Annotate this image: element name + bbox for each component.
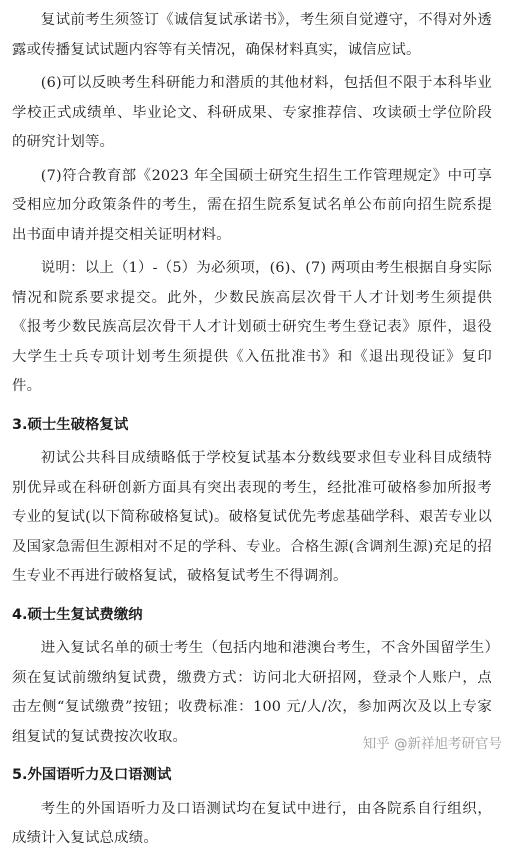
section-body-retest-fee: 进入复试名单的硕士考生（包括内地和港澳台考生，不含外国留学生）须在复试前缴纳复试费，缴费方式：访问北大研招网，登录个人账户，点击左侧“复试缴费”按钮；收费标准：100 元/人/次，参加两次及以上专家组复试的复试费按次收取。 xyxy=(12,640,492,745)
section-heading-retest-fee: 4.硕士生复试费缴纳 xyxy=(12,606,143,623)
paragraph-item-7: (7)符合教育部《2023 年全国硕士研究生招生工作管理规定》中可享受相应加分政策条件的考生，需在招生院系复试名单公布前向招生院系提出书面申请并提交相关证明材料。 xyxy=(12,167,492,243)
paragraph-note: 说明：以上（1）-（5）为必须项，(6)、(7) 两项由考生根据自身实际情况和院系要求提交。此外，少数民族高层次骨干人才计划考生须提供《报考少数民族高层次骨干人才计划硕士研究生考生登记表》原件，退役大学生士兵专项计划考生须提供《入伍批准书》和《退出现役证》复印件。 xyxy=(12,260,492,394)
section-body-language-test: 考生的外国语听力及口语测试均在复试中进行，由各院系自行组织，成绩计入复试总成绩。 xyxy=(12,800,492,846)
paragraph-item-6: (6)可以反映考生科研能力和潜质的其他材料，包括但不限于本科毕业学校正式成绩单、毕业论文、科研成果、专家推荐信、攻读硕士学位阶段的研究计划等。 xyxy=(12,75,492,150)
section-body-exceptional-retest: 初试公共科目成绩略低于学校复试基本分数线要求但专业科目成绩特别优异或在科研创新方面具有突出表现的考生，经批准可破格参加所报考专业的复试(以下简称破格复试)。破格复试优先考虑基础学科、艰苦专业以及国家急需但生源相对不足的学科、专业。合格生源(含调剂生源)充足的招生专业不再进行破格复试，破格复试考生不得调剂。 xyxy=(12,450,492,584)
watermark xyxy=(363,732,502,752)
section-heading-language-test: 5.外国语听力及口语测试 xyxy=(12,767,172,783)
watermark-text: 知乎 @新祥旭考研官号 xyxy=(362,736,502,752)
section-heading-exceptional-retest: 3.硕士生破格复试 xyxy=(12,416,129,433)
paragraph-integrity: 复试前考生须签订《诚信复试承诺书》，考生须自觉遵守，不得对外透露或传播复试试题内容等有关情况，确保材料真实，诚信应试。 xyxy=(12,12,492,58)
